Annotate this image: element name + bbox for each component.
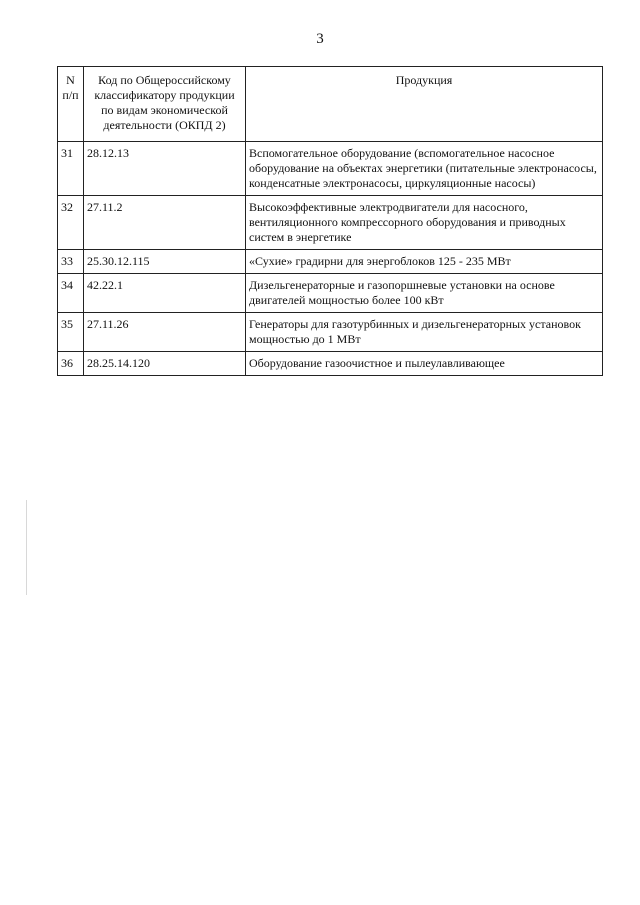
header-number: N п/п xyxy=(58,67,84,142)
row-product: Высокоэффективные электродвигатели для насосного, вентиляционного компрессорного оборудования и приводных систем в энергетике xyxy=(246,196,603,250)
row-code: 27.11.26 xyxy=(84,313,246,352)
row-number: 34 xyxy=(58,274,84,313)
table-row xyxy=(58,274,603,313)
table-row xyxy=(58,142,603,196)
scan-artifact-line xyxy=(26,500,27,595)
table-row xyxy=(58,196,603,250)
row-product: «Сухие» градирни для энергоблоков 125 - 235 МВт xyxy=(246,250,603,274)
row-code: 28.25.14.120 xyxy=(84,352,246,376)
row-code: 28.12.13 xyxy=(84,142,246,196)
products-table xyxy=(57,66,603,376)
row-product: Генераторы для газотурбинных и дизельгенераторных установок мощностью до 1 МВт xyxy=(246,313,603,352)
row-number: 32 xyxy=(58,196,84,250)
header-okpd2-code: Код по Общероссийскому классификатору продукции по видам экономической деятельности (ОКПД 2) xyxy=(84,67,246,142)
row-number: 33 xyxy=(58,250,84,274)
table-row xyxy=(58,250,603,274)
row-code: 42.22.1 xyxy=(84,274,246,313)
table-body xyxy=(58,142,603,376)
table-header xyxy=(58,67,603,142)
table-row xyxy=(58,352,603,376)
page-number: 3 xyxy=(316,31,324,47)
row-product: Дизельгенераторные и газопоршневые установки на основе двигателей мощностью более 100 кВт xyxy=(246,274,603,313)
row-number: 36 xyxy=(58,352,84,376)
row-product: Оборудование газоочистное и пылеулавливающее xyxy=(246,352,603,376)
row-product: Вспомогательное оборудование (вспомогательное насосное оборудование на объектах энергетики (питательные электронасосы, конденсатные электронасосы, циркуляционные насосы) xyxy=(246,142,603,196)
header-product: Продукция xyxy=(246,67,603,142)
row-number: 31 xyxy=(58,142,84,196)
row-code: 27.11.2 xyxy=(84,196,246,250)
row-number: 35 xyxy=(58,313,84,352)
table-row xyxy=(58,313,603,352)
header-row xyxy=(58,67,603,142)
row-code: 25.30.12.115 xyxy=(84,250,246,274)
